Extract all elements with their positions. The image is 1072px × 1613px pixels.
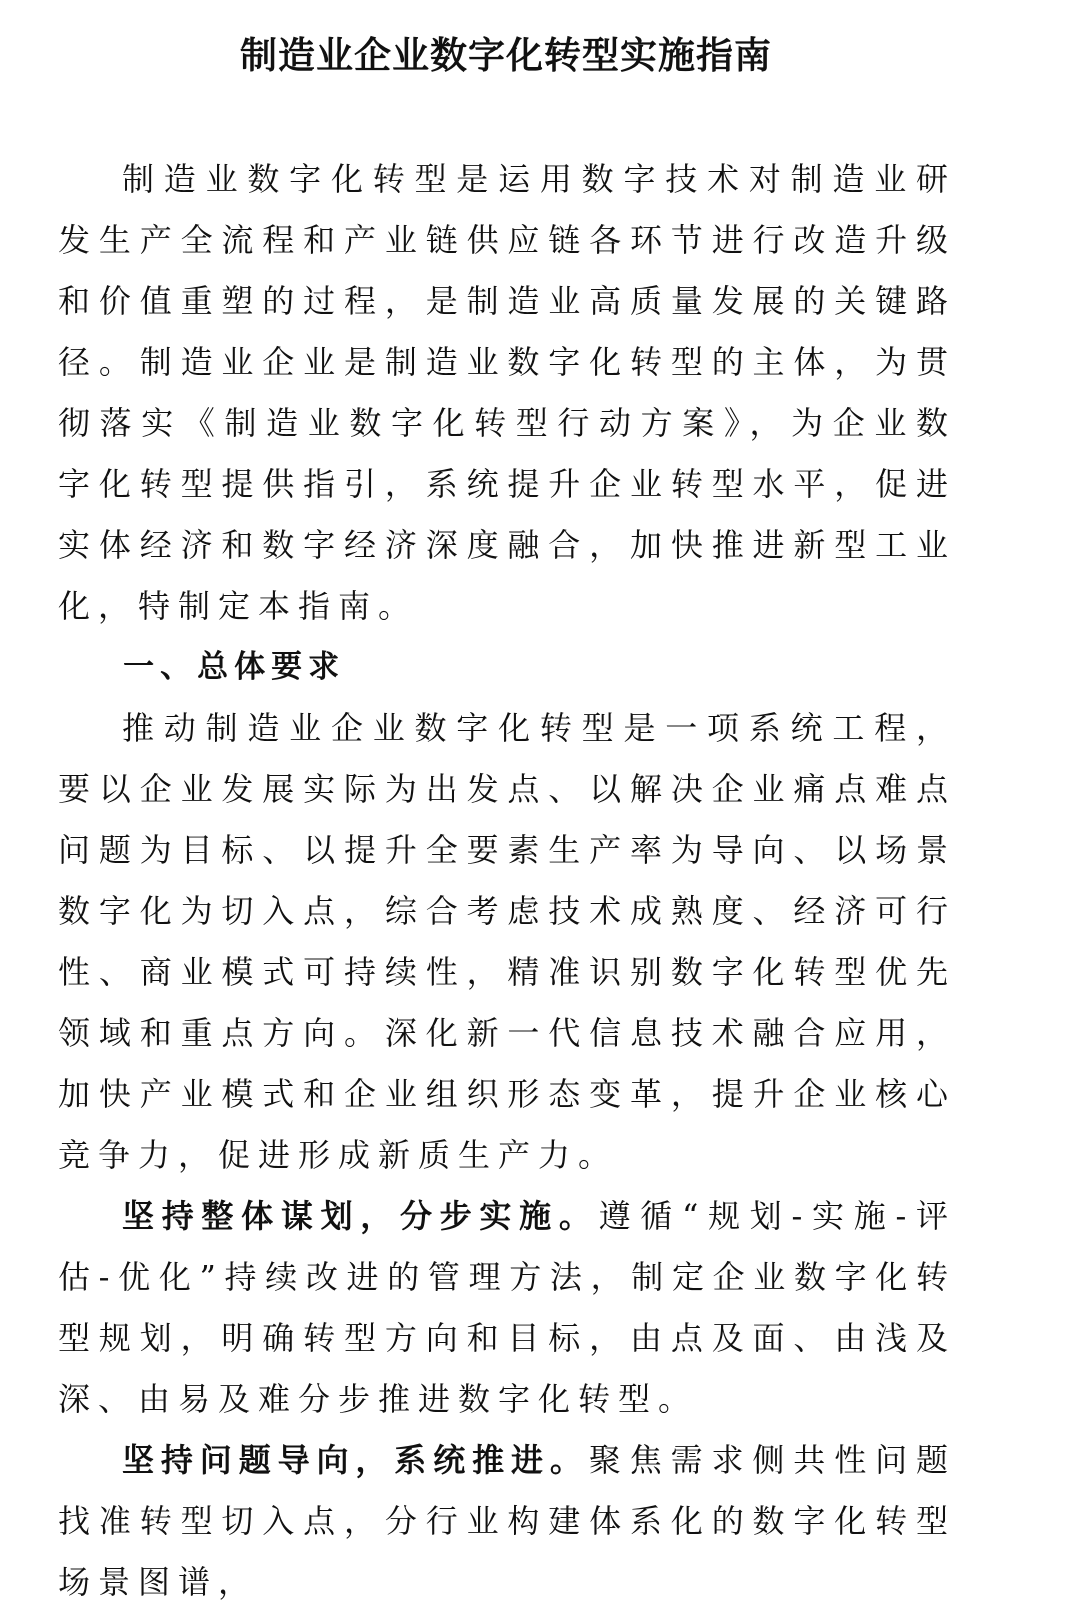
- principle-text-2: 聚焦需求侧共性问题找准转型切入点，分行业构建体系化的数字化转型场景图谱，: [58, 1441, 956, 1601]
- principle-paragraph-1: [58, 1186, 956, 1430]
- intro-paragraph: 制造业数字化转型是运用数字技术对制造业研发生产全流程和产业链供应链各环节进行改造升级和价值重塑的过程，是制造业高质量发展的关键路径。制造业企业是制造业数字化转型的主体，为贯彻落实《制造业数字化转型行动方案》，为企业数字化转型提供指引，系统提升企业转型水平，促进实体经济和数字经济深度融合，加快推进新型工业化，特制定本指南。: [58, 160, 956, 625]
- document-title: 制造业企业数字化转型实施指南: [240, 34, 772, 77]
- section-paragraph: 推动制造业企业数字化转型是一项系统工程，要以企业发展实际为出发点、以解决企业痛点难点问题为目标、以提升全要素生产率为导向、以场景数字化为切入点，综合考虑技术成熟度、经济可行性、商业模式可持续性，精准识别数字化转型优先领域和重点方向。深化新一代信息技术融合应用，加快产业模式和企业组织形态变革，提升企业核心竞争力，促进形成新质生产力。: [58, 709, 956, 1174]
- document-body: [58, 149, 956, 1613]
- principle-lead-2: 坚持问题导向，系统推进。: [122, 1441, 589, 1479]
- principle-text-1: 遵循“规划-实施-评估-优化”持续改进的管理方法，制定企业数字化转型规划，明确转型方向和目标，由点及面、由浅及深、由易及难分步推进数字化转型。: [58, 1197, 956, 1418]
- principle-paragraph-2: [58, 1430, 956, 1613]
- principle-lead-1: 坚持整体谋划，分步实施。: [122, 1197, 599, 1235]
- section-heading: 一、总体要求: [123, 649, 346, 685]
